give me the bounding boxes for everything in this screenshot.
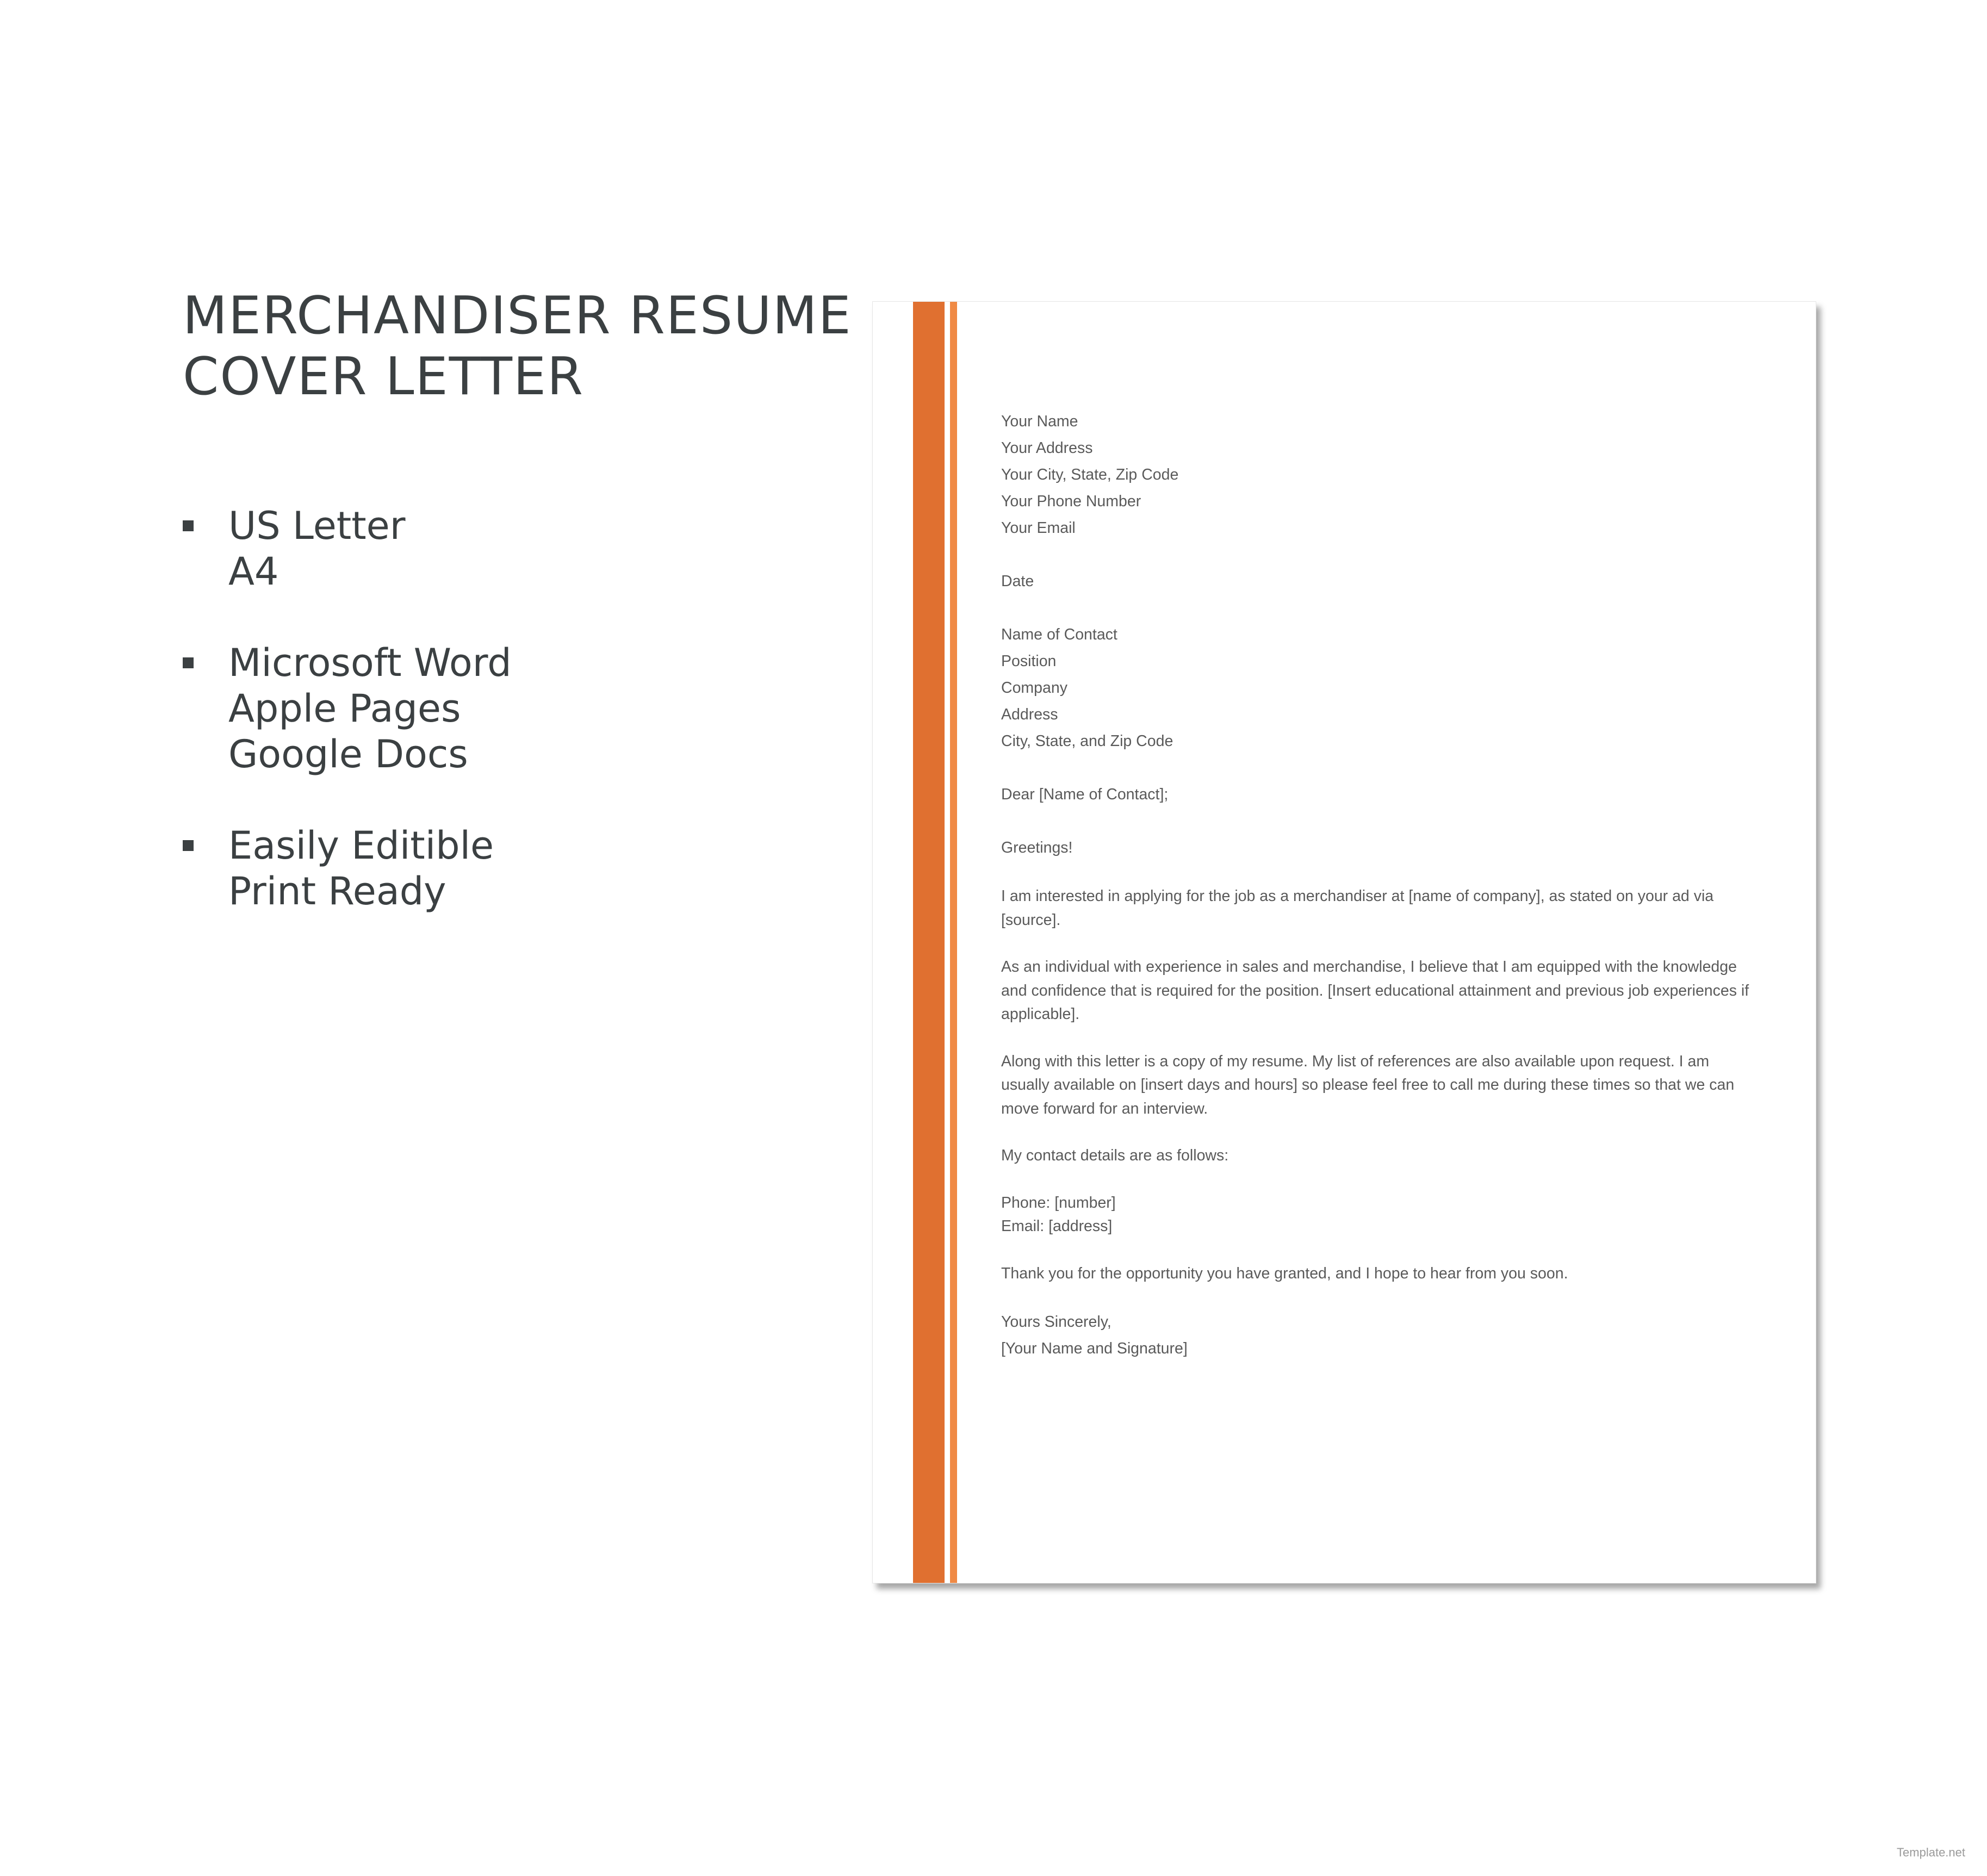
sender-phone: Your Phone Number [1001, 493, 1141, 510]
sender-city: Your City, State, Zip Code [1001, 466, 1179, 483]
contact-intro: My contact details are as follows: [1001, 1147, 1229, 1164]
recipient-position: Position [1001, 653, 1057, 670]
recipient-company: Company [1001, 679, 1067, 697]
recipient-city: City, State, and Zip Code [1001, 732, 1173, 750]
square-bullet-icon [183, 520, 194, 531]
accent-stripe-thin [950, 302, 957, 1583]
feature-item: Apple Pages [228, 686, 461, 731]
feature-item: A4 [228, 549, 279, 594]
promo-title [183, 285, 862, 407]
feature-item: Google Docs [228, 732, 468, 777]
recipient-block [1001, 622, 1752, 755]
promo-title-line-2: COVER LETTER [183, 347, 585, 407]
feature-item: US Letter [228, 504, 406, 548]
feature-group-software [183, 640, 835, 777]
closing: Yours Sincerely, [1001, 1313, 1112, 1331]
feature-item: Easily Editible [228, 823, 494, 868]
square-bullet-icon [183, 657, 194, 668]
feature-item: Print Ready [228, 869, 446, 914]
greeting: Greetings! [1001, 839, 1073, 856]
letter-date: Date [1001, 573, 1034, 590]
accent-stripe-wide [913, 302, 945, 1583]
sender-block [1001, 408, 1752, 542]
feature-group-paper-size [183, 503, 835, 594]
signature: [Your Name and Signature] [1001, 1340, 1188, 1357]
thanks-line: Thank you for the opportunity you have granted, and I hope to hear from you soon. [1001, 1264, 1568, 1282]
square-bullet-icon [183, 840, 194, 851]
paragraph-availability: Along with this letter is a copy of my resume. My list of references are also available upon request. I am usually available on [insert days and hours] so please feel free to call me during these times so that we can move forward for an interview. [1001, 1052, 1735, 1117]
letter-preview-page [872, 301, 1816, 1583]
recipient-address: Address [1001, 706, 1058, 723]
feature-group-qualities [183, 823, 835, 914]
contact-email: Email: [address] [1001, 1217, 1113, 1235]
paragraph-experience: As an individual with experience in sales and merchandise, I believe that I am equipped with the knowledge and confidence that is required for the position. [Insert educational attainment and previous job experiences if applicable]. [1001, 958, 1749, 1023]
feature-list [183, 503, 835, 960]
sender-email: Your Email [1001, 519, 1076, 537]
sender-name: Your Name [1001, 413, 1078, 430]
salutation: Dear [Name of Contact]; [1001, 786, 1169, 803]
promo-title-line-1: MERCHANDISER RESUME [183, 286, 852, 346]
template-watermark: Template.net [1897, 1846, 1965, 1859]
paragraph-intro: I am interested in applying for the job as a merchandiser at [name of company], as stated on your ad via [source]. [1001, 887, 1714, 929]
letter-body [1001, 408, 1752, 1362]
sender-address: Your Address [1001, 439, 1093, 457]
recipient-name: Name of Contact [1001, 626, 1117, 643]
feature-item: Microsoft Word [228, 641, 512, 685]
contact-phone: Phone: [number] [1001, 1194, 1116, 1212]
